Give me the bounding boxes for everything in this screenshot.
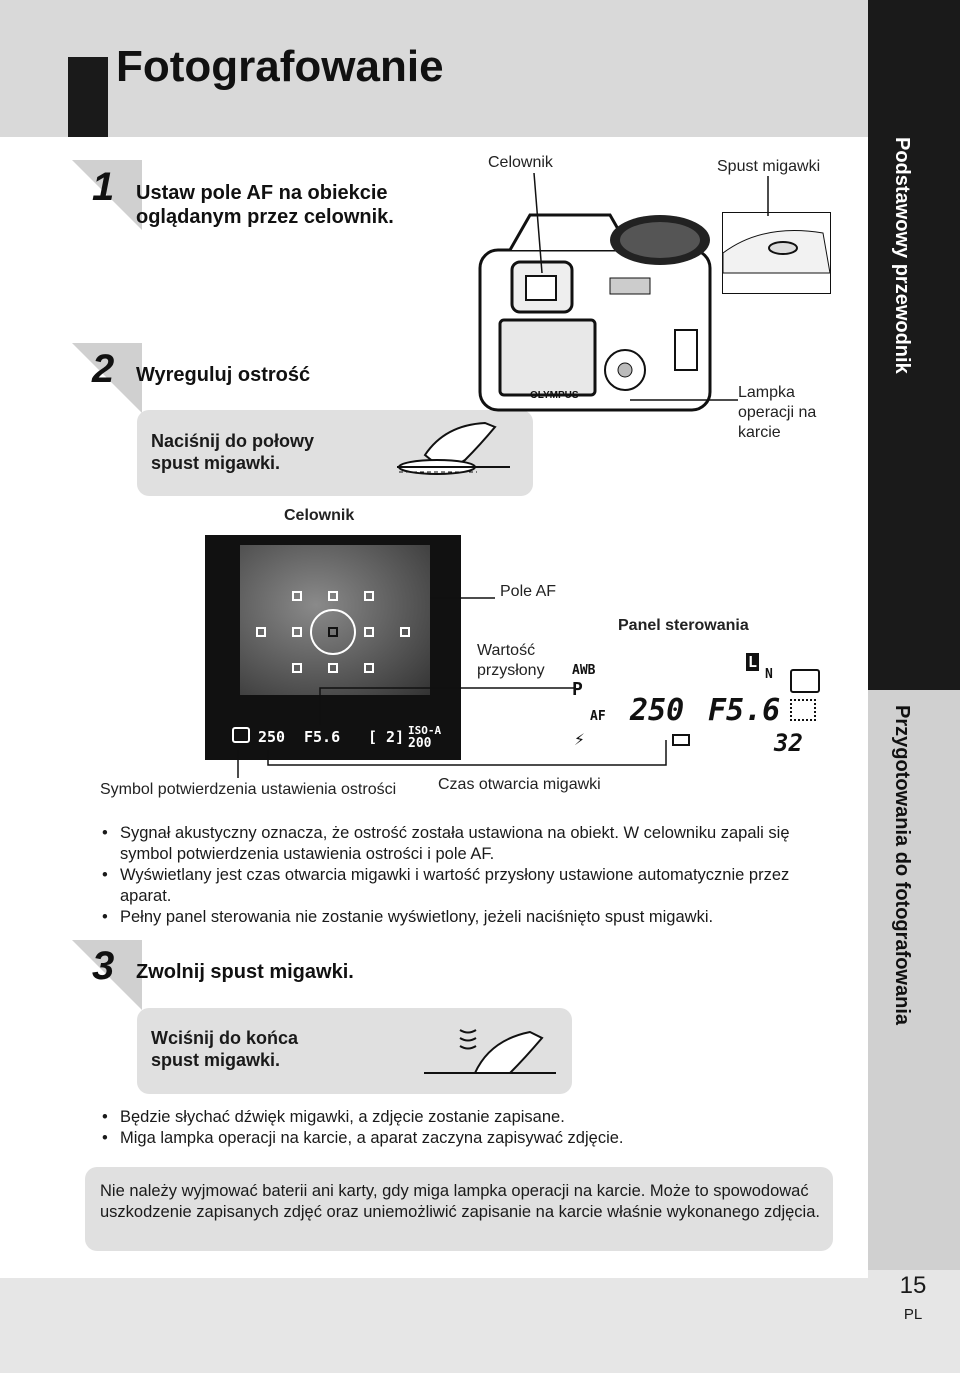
leader-shutter: [760, 176, 780, 216]
vf-iso-label: ISO-A: [408, 724, 442, 737]
side-tab-label-basic[interactable]: Podstawowy przewodnik: [891, 137, 913, 374]
control-panel-title: Panel sterowania: [618, 617, 749, 634]
control-panel-display: [568, 645, 828, 765]
label-focus-confirm: Symbol potwierdzenia ustawienia ostrości: [100, 781, 397, 798]
focus-bullet: • Wyświetlany jest czas otwarcia migawki i wartość przysłony ustawione automatycznie przez aparat.: [100, 865, 840, 907]
cp-quality-comp: N: [765, 667, 773, 682]
cp-shutter: 250: [630, 693, 685, 728]
label-af-frame: Pole AF: [500, 583, 557, 600]
flash-icon: ⚡: [574, 729, 585, 750]
header-marker: [68, 57, 108, 137]
side-tab-inactive: [868, 690, 960, 1270]
step-3-number: 3: [92, 944, 115, 988]
side-tab-active: [868, 0, 960, 690]
camera-brand: OLYMPUS: [530, 390, 579, 401]
focus-bullet: • Sygnał akustyczny oznacza, że ostrość została ustawiona na obiekt. W celowniku zapali się symbol potwierdzenia ustawienia ostrości i pole AF.: [100, 823, 840, 865]
cp-mode: P: [572, 679, 583, 700]
footer-band: [0, 1278, 868, 1373]
step-3-note: Wciśnij do końca spust migawki.: [151, 1028, 299, 1070]
cp-frames: 32: [774, 729, 803, 757]
camera-label-card-lamp: Lampka operacji na karcie: [738, 384, 817, 441]
vf-frames-remaining: [ 2]: [368, 728, 405, 746]
step-1-number: 1: [92, 165, 115, 209]
step-2-note: Naciśnij do połowy spust migawki.: [151, 431, 315, 473]
camera-label-shutter: Spust migawki: [717, 158, 821, 175]
camera-label-viewfinder: Celownik: [488, 154, 553, 171]
cp-wb: AWB: [572, 663, 596, 678]
af-area-icon: [790, 699, 816, 721]
cp-aperture: F5.6: [708, 693, 781, 728]
release-bullets: [100, 1107, 840, 1149]
release-bullet: • Miga lampka operacji na karcie, a aparat zaczyna zapisywać zdjęcie.: [100, 1128, 840, 1149]
focus-bullet: • Pełny panel sterowania nie zostanie wyświetlony, jeżeli naciśnięto spust migawki.: [100, 907, 840, 928]
page-number: 15: [899, 1272, 927, 1299]
camera-back-illustration: [470, 180, 730, 420]
cp-quality-size: L: [748, 653, 758, 671]
cp-focus: AF: [590, 709, 606, 724]
release-bullet: • Będzie słychać dźwięk migawki, a zdjęcie zostanie zapisane.: [100, 1107, 840, 1128]
viewfinder-title: Celownik: [284, 507, 355, 524]
page-title: Fotografowanie: [116, 42, 444, 91]
vf-aperture-value: F5.6: [304, 728, 341, 746]
vf-iso-value: 200: [408, 736, 432, 751]
label-aperture-value: Wartość przysłony: [477, 642, 545, 679]
step-3-heading: Zwolnij spust migawki.: [136, 961, 354, 983]
shutter-detail-inset: [722, 212, 831, 294]
half-press-illustration: [385, 415, 515, 485]
leader-card-lamp: [630, 395, 740, 405]
leader-viewfinder: [520, 173, 560, 273]
step-2-number: 2: [92, 347, 115, 391]
metering-icon: [790, 669, 820, 693]
page-language: PL: [903, 1306, 923, 1323]
step-1-heading: Ustaw pole AF na obiekcie oglądanym przez celownik.: [136, 182, 394, 228]
focus-bullets: [100, 823, 840, 928]
drive-mode-icon: [672, 734, 690, 746]
side-tab-label-preparation[interactable]: Przygotowania do fotografowania: [891, 705, 913, 1026]
step-2-heading: Wyreguluj ostrość: [136, 364, 311, 386]
label-shutter-speed: Czas otwarcia migawki: [438, 776, 601, 793]
full-press-illustration: [420, 1018, 560, 1088]
warning-text: Nie należy wyjmować baterii ani karty, gdy miga lampka operacji na karcie. Może to spowodować uszkodzenie zapisanych zdjęć oraz uniemożliwić zapisanie na karcie właśnie wykonanego zdjęcia.: [100, 1182, 820, 1221]
vf-shutter-value: 250: [258, 728, 286, 746]
